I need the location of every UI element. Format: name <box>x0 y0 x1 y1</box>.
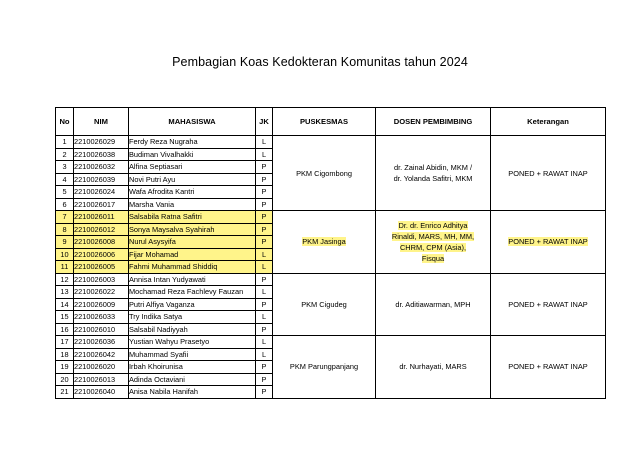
header-jk: JK <box>256 108 273 136</box>
cell-no: 17 <box>56 336 74 349</box>
header-dosen: DOSEN PEMBIMBING <box>376 108 491 136</box>
cell-jk: P <box>256 298 273 311</box>
cell-jk: L <box>256 136 273 149</box>
cell-nama: Sonya Maysalva Syahirah <box>129 223 256 236</box>
cell-nama: Muhammad Syafii <box>129 348 256 361</box>
cell-no: 4 <box>56 173 74 186</box>
cell-nama: Fijar Mohamad <box>129 248 256 261</box>
cell-nim: 2210026005 <box>74 261 129 274</box>
cell-nim: 2210026022 <box>74 286 129 299</box>
cell-jk: L <box>256 348 273 361</box>
dosen-line: dr. Yolanda Safitri, MKM <box>393 174 473 183</box>
cell-no: 5 <box>56 186 74 199</box>
cell-nama: Putri Alfiya Vaganza <box>129 298 256 311</box>
cell-nim: 2210026008 <box>74 236 129 249</box>
cell-puskesmas: PKM Parungpanjang <box>273 336 376 399</box>
cell-jk: P <box>256 173 273 186</box>
cell-keterangan: PONED + RAWAT INAP <box>491 336 606 399</box>
cell-dosen <box>376 211 491 274</box>
cell-nim: 2210026003 <box>74 273 129 286</box>
cell-nim: 2210026038 <box>74 148 129 161</box>
cell-no: 15 <box>56 311 74 324</box>
cell-jk: P <box>256 236 273 249</box>
cell-no: 8 <box>56 223 74 236</box>
table-row <box>56 336 606 349</box>
cell-nama: Irbah Khoirunisa <box>129 361 256 374</box>
dosen-line: Rinaldi, MARS, MH, MM, <box>391 231 475 241</box>
cell-puskesmas <box>273 211 376 274</box>
cell-no: 11 <box>56 261 74 274</box>
cell-nama: Yustian Wahyu Prasetyo <box>129 336 256 349</box>
cell-no: 16 <box>56 323 74 336</box>
header-nim: NIM <box>74 108 129 136</box>
cell-jk: L <box>256 261 273 274</box>
cell-jk: L <box>256 248 273 261</box>
cell-nama: Salsabil Nadiyyah <box>129 323 256 336</box>
cell-jk: P <box>256 386 273 399</box>
cell-nim: 2210026011 <box>74 211 129 224</box>
cell-nim: 2210026036 <box>74 336 129 349</box>
cell-nama: Nurul Asysyifa <box>129 236 256 249</box>
header-no: No <box>56 108 74 136</box>
puskesmas-highlight: PKM Jasinga <box>302 237 346 247</box>
cell-nama: Fahmi Muhammad Shiddiq <box>129 261 256 274</box>
cell-jk: L <box>256 336 273 349</box>
table-row <box>56 136 606 149</box>
cell-jk: L <box>256 148 273 161</box>
table-header-row <box>56 108 606 136</box>
cell-no: 21 <box>56 386 74 399</box>
page-title: Pembagian Koas Kedokteran Komunitas tahun 2024 <box>172 55 468 69</box>
cell-no: 18 <box>56 348 74 361</box>
cell-nama: Novi Putri Ayu <box>129 173 256 186</box>
cell-nim: 2210026032 <box>74 161 129 174</box>
cell-jk: P <box>256 373 273 386</box>
cell-no: 10 <box>56 248 74 261</box>
cell-nama: Anisa Nabila Hanifah <box>129 386 256 399</box>
cell-no: 1 <box>56 136 74 149</box>
cell-keterangan: PONED + RAWAT INAP <box>491 273 606 336</box>
header-keterangan: Keterangan <box>491 108 606 136</box>
cell-jk: P <box>256 161 273 174</box>
cell-nim: 2210026017 <box>74 198 129 211</box>
cell-nim: 2210026020 <box>74 361 129 374</box>
cell-nim: 2210026039 <box>74 173 129 186</box>
cell-nim: 2210026042 <box>74 348 129 361</box>
cell-nim: 2210026009 <box>74 298 129 311</box>
cell-jk: P <box>256 323 273 336</box>
cell-jk: P <box>256 211 273 224</box>
cell-no: 19 <box>56 361 74 374</box>
header-puskesmas: PUSKESMAS <box>273 108 376 136</box>
cell-nama: Ferdy Reza Nugraha <box>129 136 256 149</box>
cell-nama: Annisa Intan Yudyawati <box>129 273 256 286</box>
cell-jk: P <box>256 361 273 374</box>
cell-jk: L <box>256 311 273 324</box>
dosen-line: CHRM, CPM (Asia), <box>399 242 467 252</box>
cell-keterangan <box>491 211 606 274</box>
cell-nim: 2210026029 <box>74 136 129 149</box>
cell-nim: 2210026012 <box>74 223 129 236</box>
cell-nama: Try Indika Satya <box>129 311 256 324</box>
cell-jk: P <box>256 186 273 199</box>
cell-nama: Budiman Vivalhakki <box>129 148 256 161</box>
cell-jk: P <box>256 223 273 236</box>
table-row-highlighted <box>56 211 606 224</box>
cell-no: 2 <box>56 148 74 161</box>
cell-nama: Wafa Afrodita Kantri <box>129 186 256 199</box>
cell-no: 20 <box>56 373 74 386</box>
cell-nama: Marsha Vania <box>129 198 256 211</box>
cell-no: 6 <box>56 198 74 211</box>
cell-no: 7 <box>56 211 74 224</box>
cell-nama: Adinda Octaviani <box>129 373 256 386</box>
table-row <box>56 273 606 286</box>
cell-dosen <box>376 136 491 211</box>
dosen-line: Dr. dr. Enrico Adhitya <box>398 220 468 230</box>
cell-no: 14 <box>56 298 74 311</box>
cell-nim: 2210026006 <box>74 248 129 261</box>
header-mahasiswa: MAHASISWA <box>129 108 256 136</box>
cell-nim: 2210026013 <box>74 373 129 386</box>
dosen-line: Fisqua <box>421 253 445 263</box>
cell-no: 9 <box>56 236 74 249</box>
cell-nama: Salsabila Ratna Safitri <box>129 211 256 224</box>
cell-nama: Alfina Septiasari <box>129 161 256 174</box>
cell-nim: 2210026040 <box>74 386 129 399</box>
cell-no: 13 <box>56 286 74 299</box>
keterangan-highlight: PONED + RAWAT INAP <box>508 237 588 247</box>
cell-nim: 2210026033 <box>74 311 129 324</box>
cell-nim: 2210026024 <box>74 186 129 199</box>
cell-nama: Mochamad Reza Fachlevy Fauzan <box>129 286 256 299</box>
cell-no: 12 <box>56 273 74 286</box>
cell-jk: P <box>256 198 273 211</box>
cell-jk: P <box>256 273 273 286</box>
cell-keterangan: PONED + RAWAT INAP <box>491 136 606 211</box>
cell-dosen: dr. Nurhayati, MARS <box>376 336 491 399</box>
cell-jk: L <box>256 286 273 299</box>
cell-dosen: dr. Aditiawarman, MPH <box>376 273 491 336</box>
dosen-line: dr. Zainal Abidin, MKM / <box>393 163 473 172</box>
assignment-table <box>55 107 606 399</box>
cell-no: 3 <box>56 161 74 174</box>
cell-nim: 2210026010 <box>74 323 129 336</box>
cell-puskesmas: PKM Cigombong <box>273 136 376 211</box>
cell-puskesmas: PKM Cigudeg <box>273 273 376 336</box>
